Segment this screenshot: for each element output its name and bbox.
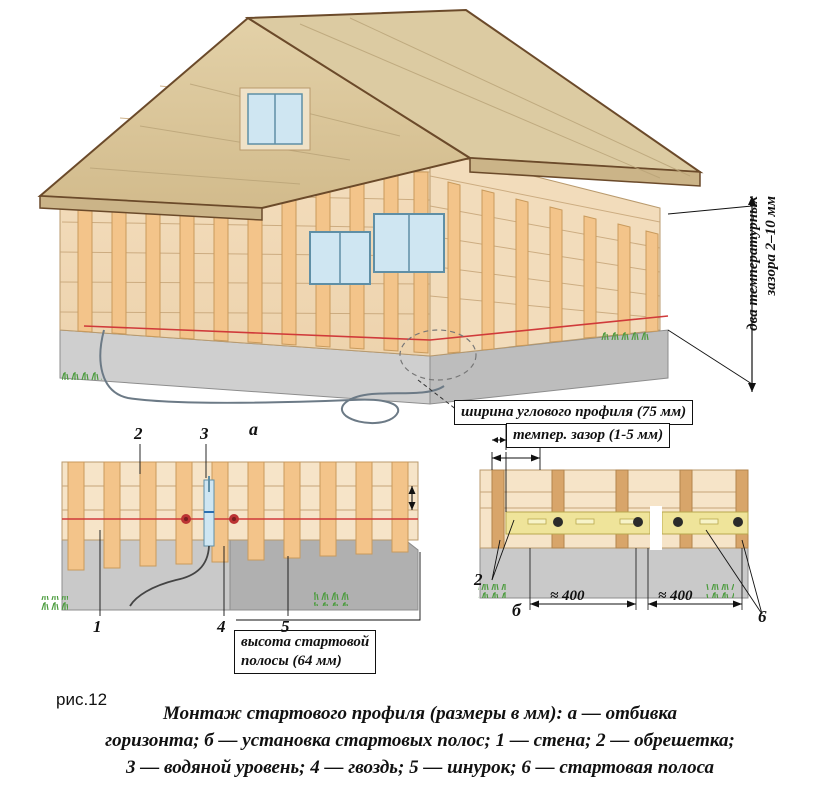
marker-2-top-left: 2	[134, 424, 143, 443]
marker-6-right: 6	[758, 607, 767, 626]
marker-3-top-left: 3	[200, 424, 209, 443]
dimension-right-400: ≈ 400	[658, 588, 693, 604]
marker-5-bottom: 5	[281, 617, 290, 636]
figure-number: рис.12	[56, 690, 108, 709]
figure-caption	[0, 700, 840, 781]
callout-two-temp-gaps-line2: зазора 2–10 мм	[763, 196, 779, 296]
start-strip-height-line1: высота стартовой	[241, 634, 370, 650]
panel-a-section	[40, 444, 420, 620]
panel-label-a: а	[249, 419, 258, 439]
marker-4-bottom: 4	[217, 617, 226, 636]
dimension-left-400: ≈ 400	[550, 588, 585, 604]
caption-line-1: Монтаж стартового профиля (размеры в мм): а — отбивка	[162, 703, 678, 724]
marker-2-right: 2	[474, 570, 483, 589]
panel-label-b: б	[512, 600, 521, 620]
marker-1-bottom: 1	[93, 617, 102, 636]
callout-corner-profile-width: ширина углового профиля (75 мм)	[454, 400, 693, 425]
start-strip-height-line2: полосы (64 мм)	[241, 653, 342, 669]
caption-line-2: горизонта; б — установка стартовых полос; 1 — стена; 2 — обрешетка;	[105, 730, 735, 751]
caption-line-3: 3 — водяной уровень; 4 — гвоздь; 5 — шнурок; 6 — стартовая полоса	[125, 757, 715, 778]
callout-temp-gap: темпер. зазор (1-5 мм)	[506, 423, 670, 448]
house-perspective	[40, 10, 756, 423]
callout-start-strip-height	[234, 630, 376, 674]
callout-two-temp-gaps-line1: два температурных	[745, 196, 761, 331]
